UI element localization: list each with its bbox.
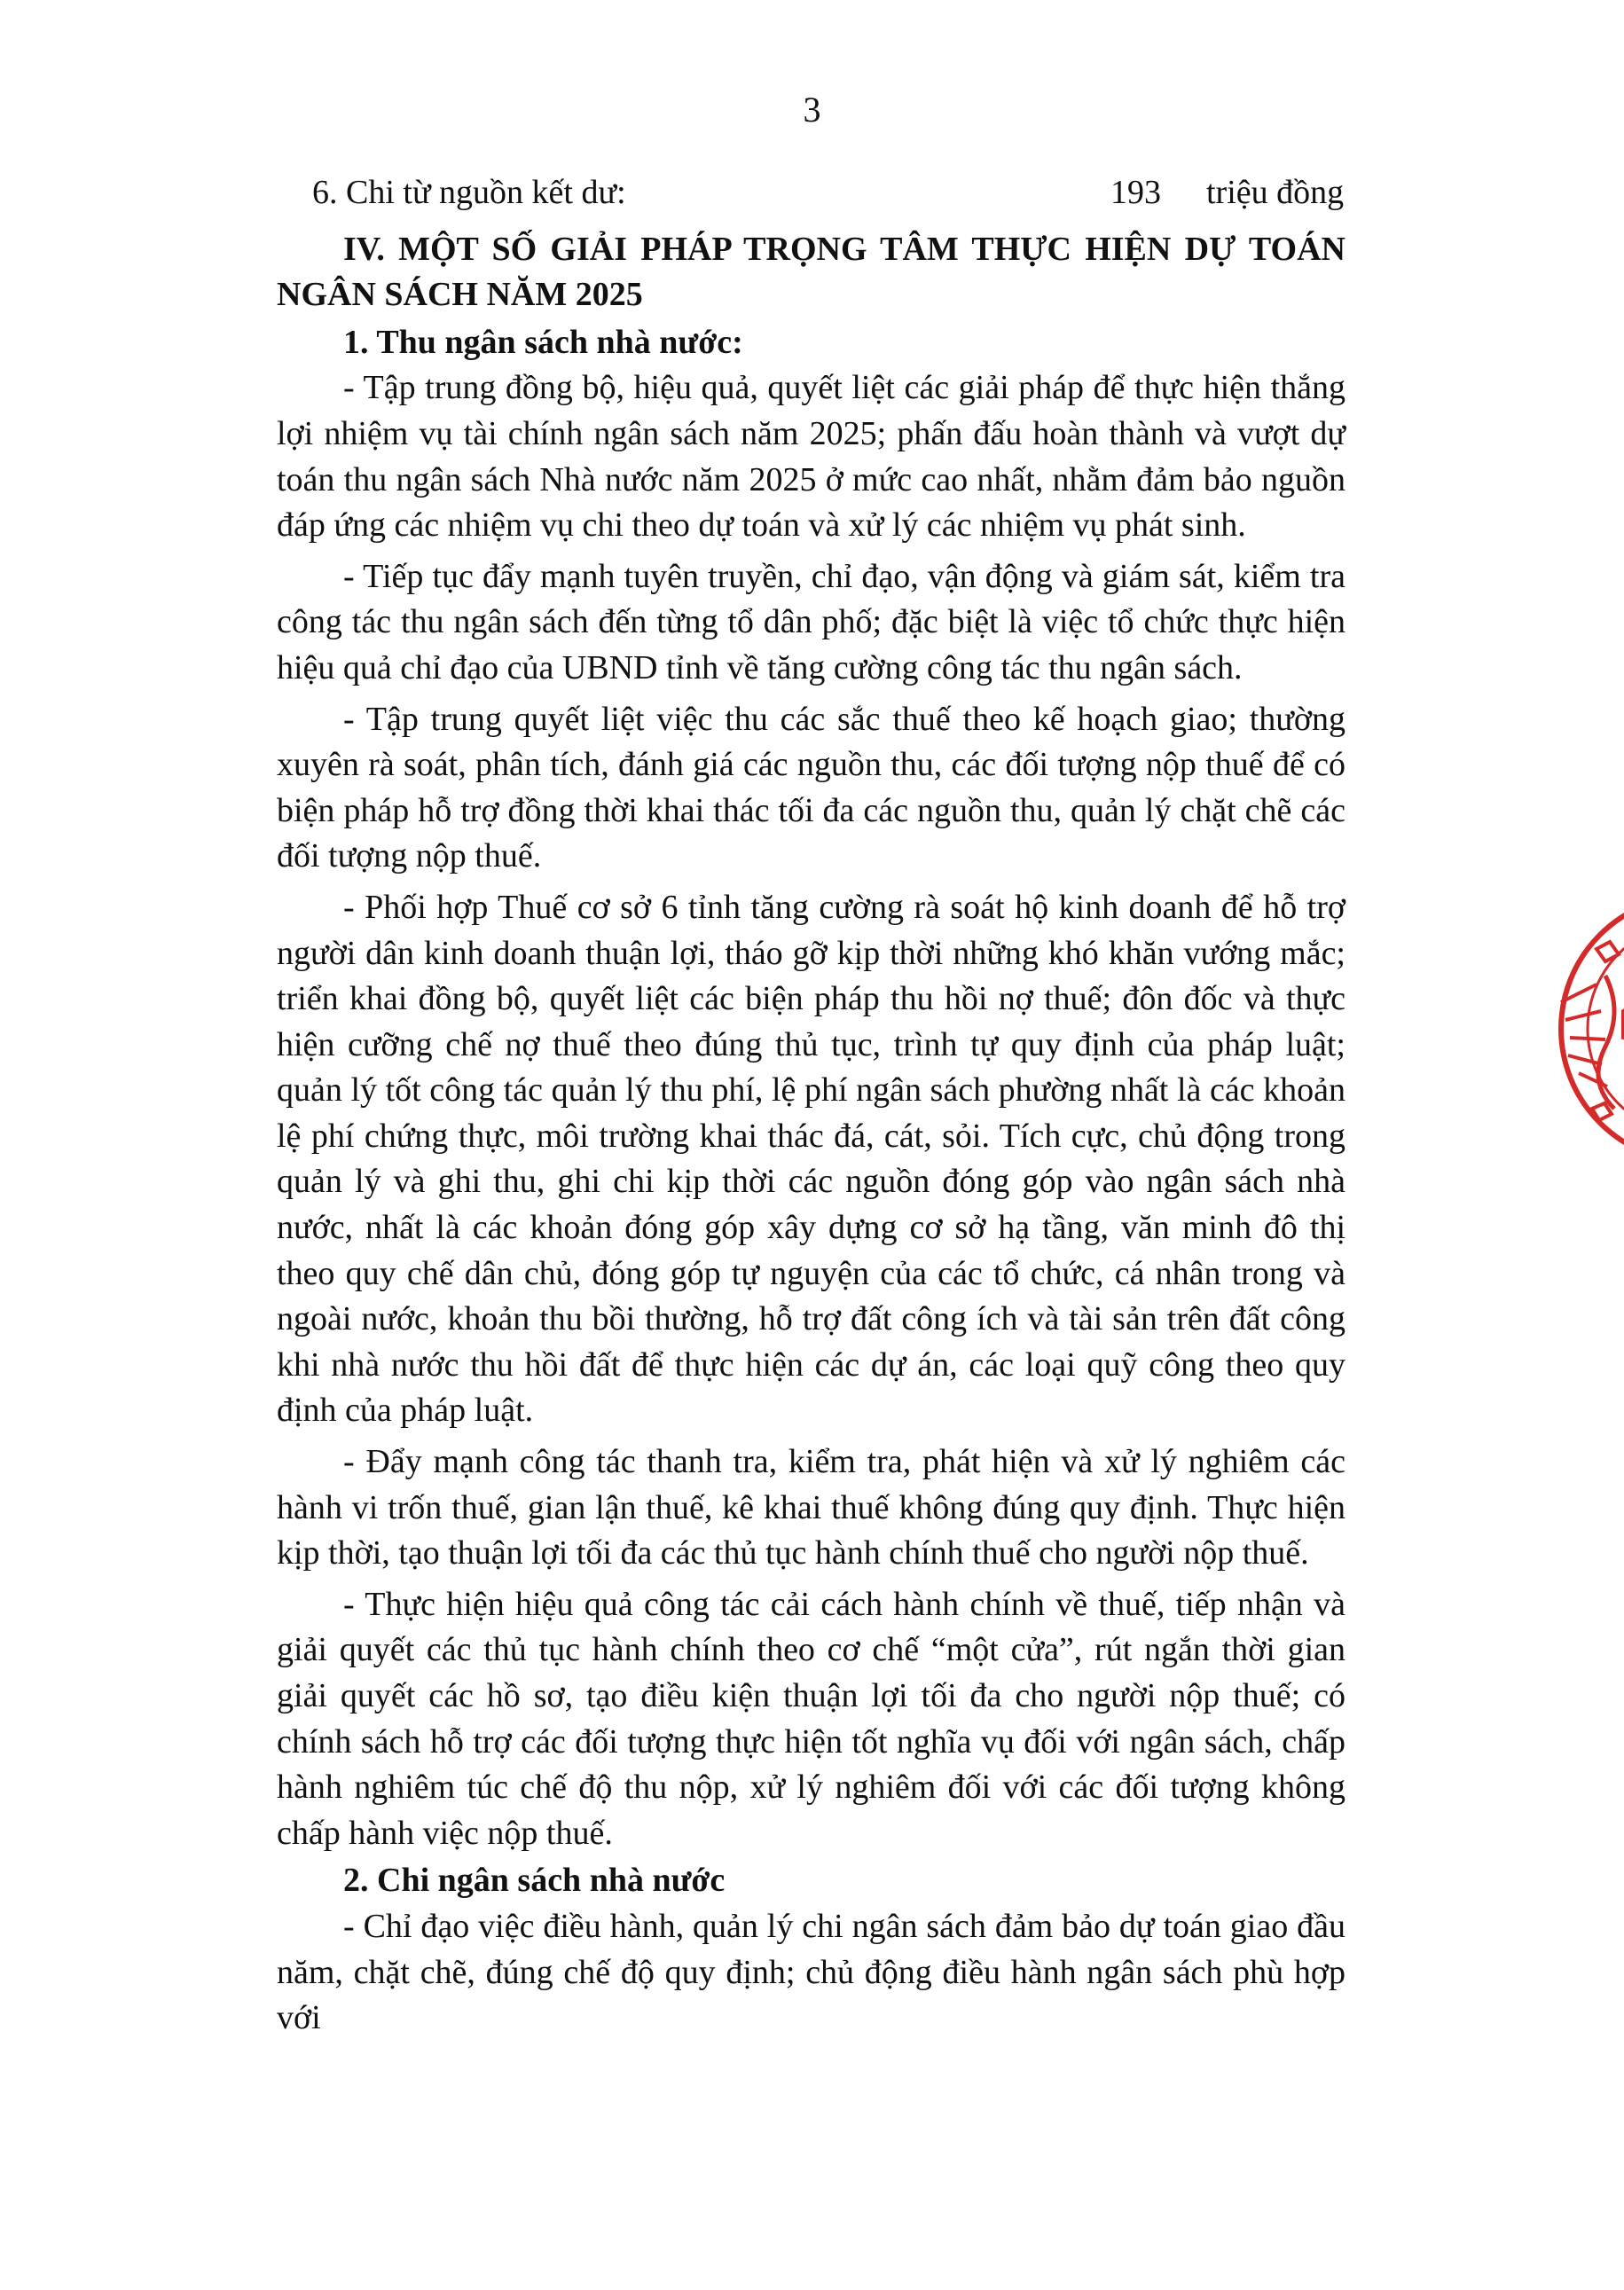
page-number: 3 xyxy=(803,90,821,129)
expense-row-label: 6. Chi từ nguồn kết dư: xyxy=(312,174,626,211)
paragraph: - Tiếp tục đẩy mạnh tuyên truyền, chỉ đạo, vận động và giám sát, kiểm tra công tác thu ngân sách đến từng tổ dân phố; đặc biệt là việc tổ chức thực hiện hiệu quả chỉ đạo của UBND tỉnh về tăng cường công tác thu ngân sách. xyxy=(277,557,1345,686)
subsection-2-title: 2. Chi ngân sách nhà nước xyxy=(343,1862,726,1900)
paragraph: - Đẩy mạnh công tác thanh tra, kiểm tra, phát hiện và xử lý nghiêm các hành vi trốn thuế, gian lận thuế, kê khai thuế không đúng quy định. Thực hiện kịp thời, tạo thuận lợi tối đa các thủ tục hành chính thuế cho người nộp thuế. xyxy=(277,1443,1345,1572)
paragraph: - Phối hợp Thuế cơ sở 6 tỉnh tăng cường rà soát hộ kinh doanh để hỗ trợ người dân kinh doanh thuận lợi, tháo gỡ kịp thời những khó khăn vướng mắc; triển khai đồng bộ, quyết liệt các biện pháp thu hồi nợ thuế; đôn đốc và thực hiện cưỡng chế nợ thuế theo đúng thủ tục, trình tự quy định của pháp luật; quản lý tốt công tác quản lý thu phí, lệ phí ngân sách phường nhất là các khoản lệ phí chứng thực, môi trường khai thác đá, cát, sỏi. Tích cực, chủ động trong quản lý và ghi thu, ghi chi kịp thời các nguồn đóng góp vào ngân sách nhà nước, nhất là các khoản đóng góp xây dựng cơ sở hạ tầng, văn minh đô thị theo quy chế dân chủ, đóng góp tự nguyện của các tổ chức, cá nhân trong và ngoài nước, khoản thu bồi thường, hỗ trợ đất công ích và tài sản trên đất công khi nhà nước thu hồi đất để thực hiện các dự án, các loại quỹ công theo quy định của pháp luật. xyxy=(277,888,1345,1430)
subsection-1-title: 1. Thu ngân sách nhà nước: xyxy=(343,323,743,361)
seal-graphic xyxy=(1561,896,1624,1162)
document-body xyxy=(277,170,1345,2042)
section-heading: IV. MỘT SỐ GIẢI PHÁP TRỌNG TÂM THỰC HIỆN DỰ TOÁN NGÂN SÁCH NĂM 2025 xyxy=(277,230,1345,314)
paragraph: - Tập trung quyết liệt việc thu các sắc thuế theo kế hoạch giao; thường xuyên rà soát, phân tích, đánh giá các nguồn thu, các đối tượng nộp thuế để có biện pháp hỗ trợ đồng thời khai thác tối đa các nguồn thu, quản lý chặt chẽ các đối tượng nộp thuế. xyxy=(277,700,1345,875)
expense-row-unit: triệu đồng xyxy=(1206,174,1345,211)
paragraph: - Tập trung đồng bộ, hiệu quả, quyết liệt các giải pháp để thực hiện thắng lợi nhiệm vụ tài chính ngân sách năm 2025; phấn đấu hoàn thành và vượt dự toán thu ngân sách Nhà nước năm 2025 ở mức cao nhất, nhằm đảm bảo nguồn đáp ứng các nhiệm vụ chi theo dự toán và xử lý các nhiệm vụ phát sinh. xyxy=(277,369,1345,545)
official-seal-stamp xyxy=(1543,896,1624,1162)
paragraph: - Chỉ đạo việc điều hành, quản lý chi ngân sách đảm bảo dự toán giao đầu năm, chặt chẽ, đúng chế độ quy định; chủ động điều hành ngân sách phù hợp với xyxy=(277,1907,1345,2037)
paragraph: - Thực hiện hiệu quả công tác cải cách hành chính về thuế, tiếp nhận và giải quyết các thủ tục hành chính theo cơ chế “một cửa”, rút ngắn thời gian giải quyết các hồ sơ, tạo điều kiện thuận lợi tối đa cho người nộp thuế; có chính sách hỗ trợ các đối tượng thực hiện tốt nghĩa vụ đối với ngân sách, chấp hành nghiêm túc chế độ thu nộp, xử lý nghiêm đối với các đối tượng không chấp hành việc nộp thuế. xyxy=(277,1585,1345,1852)
expense-row xyxy=(312,170,1345,216)
expense-row-value: 193 xyxy=(1110,174,1161,211)
